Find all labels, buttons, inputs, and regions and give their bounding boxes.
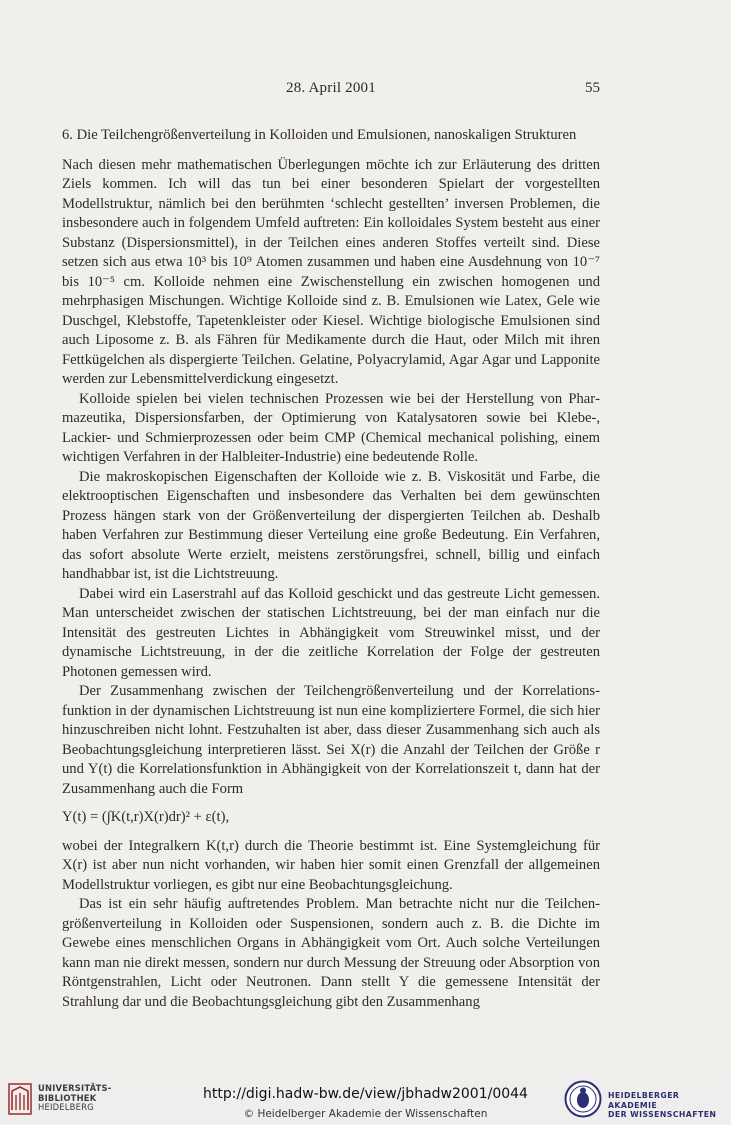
formula: Y(t) = (∫K(t,r)X(r)dr)² + ε(t),: [62, 809, 230, 825]
library-name-line: UNIVERSITÄTS-: [38, 1083, 112, 1093]
library-name-line: BIBLIOTHEK: [38, 1092, 97, 1103]
paragraph: Kolloide spielen bei vielen technischen Prozessen wie bei der Herstellung von Pharmazeutika, Dispersionsfarben, der Optimierung von Katalysatoren sowie bei Klebe-, Lackier- und Schmierprozessen oder beim CMP (Chemical mechanical polishing, einem wichtigen Verfahren in der Halbleiter-Industrie) eine bedeutende Rolle.: [62, 390, 600, 465]
header-date: 28. April 2001: [286, 80, 376, 96]
academy-name: [608, 1091, 731, 1120]
digitization-footer: [0, 1073, 731, 1125]
academy-name-line: DER WISSENSCHAFTEN: [608, 1110, 717, 1120]
academy-name-line: HEIDELBERGER AKADEMIE: [608, 1091, 680, 1110]
paragraph: Der Zusammenhang zwischen der Teilchengrößenverteilung und der Korrelationsfunktion in der dynamischen Lichtstreuung ist nun eine kompliziertere Formel, die sich hier hinzuschreiben nicht lohnt. Festzuhalten ist aber, dass dieser Zusammenhang sich auch als Beobachtungsgleichung interpretieren lässt. Sei X(r) die Anzahl der Teilchen der Größe r und Y(t) die Korrelationsfunktion in Abhängigkeit von der Korrelationszeit t, dann hat der Zusammenhang auch die Form: [62, 683, 600, 797]
permalink-url[interactable]: http://digi.hadw-bw.de/view/jbhadw2001/0044: [203, 1086, 528, 1102]
academy-seal-icon: [564, 1080, 602, 1118]
paragraph: Dabei wird ein Laserstrahl auf das Kolloid geschickt und das gestreute Licht gemessen. Man unterscheidet zwischen der statischen Lichtstreuung, bei der man einfach nur die Intensität des gestreuten Lichtes in Abhängigkeit vom Streuwinkel misst, und der dynamische Lichtstreuung, in der die zeitliche Korrelation der Folge der gestreuten Photonen gemessen wird.: [62, 585, 600, 680]
paragraph: wobei der Integralkern K(t,r) durch die Theorie bestimmt ist. Eine Systemgleichung für X(r) ist aber nun nicht vorhanden, wir haben hier somit einen Grenzfall der allgemeinen Modellstruktur vorliegen, es gibt nur eine Beobachtungsgleichung.: [62, 837, 600, 893]
section-title: 6. Die Teilchengrößenverteilung in Kolloiden und Emulsionen, nanoskaligen Strukturen: [62, 127, 577, 143]
running-header: [62, 80, 600, 100]
paragraph: Die makroskopischen Eigenschaften der Kolloide wie z. B. Viskosität und Farbe, die elektrooptischen Eigenschaften und insbesondere das Verhalten bei dem gewünschten Prozess hängen stark von der Größenverteilung der dispergierten Teilchen ab. Deshalb haben Verfahren zur Bestimmung dieser Verteilung eine große Bedeutung. Ein Verfahren, das sofort absolute Werte erzielt, meistens zerstörungsfrei, schnell, billig und einfach handhabbar ist, ist die Lichtstreuung.: [62, 468, 600, 582]
paragraph: Nach diesen mehr mathematischen Überlegungen möchte ich zur Erläuterung des dritten Ziels kommen. Ich will das tun bei einer besonderen Spielart der vorgestellten Modellstruktur, nämlich bei den berühmten ‘schlecht gestellten’ inversen Problemen, die insbesondere auch in folgendem Umfeld auftreten: Ein kolloidales System besteht aus einer Substanz (Dispersionsmittel), in der Teilchen eines anderen Stoffes verteilt sind. Diese setzen sich aus etwa 10³ bis 10⁹ Atomen zusammen und haben eine Ausdehnung von 10⁻⁷ bis 10⁻⁵ cm. Kolloide nehmen eine Zwischenstellung ein zwischen homogenen und mehrphasigen Mischungen. Wichtige Kolloide sind z. B. Emulsionen wie Latex, Gele wie Duschgel, Klebstoffe, Tapetenkleister oder Kiesel. Wichtige biologische Emulsionen sind auch Liposome z. B. als Fähren für Medikamente durch die Haut, oder Milch mit ihren Fettkügelchen als dispergierte Teilchen. Gelatine, Polyacrylamid, Agar Agar und Lapponite werden zur Lebensmittelverdickung eingesetzt.: [62, 156, 600, 387]
page-body: [62, 126, 600, 1012]
paragraph: Das ist ein sehr häufig auftretendes Problem. Man betrachte nicht nur die Teilchengrößenverteilung in Kolloiden oder Suspensionen, sondern auch z. B. die Dichte im Gewebe eines menschlichen Organs in Abhängigkeit vom Ort. Auch solche Verteilungen kann man nie direkt messen, sondern nur durch Messung der Streuung oder Absorption von Röntgenstrahlen, Licht oder Neutronen. Dann stellt Y die gemessene Intensität der Strahlung dar und die Beobachtungsgleichung gibt den Zusammenhang: [62, 896, 600, 1010]
copyright-notice: © Heidelberger Akademie der Wissenschaften: [243, 1108, 488, 1120]
page-number: 55: [585, 80, 600, 96]
library-name-line: HEIDELBERG: [38, 1102, 94, 1113]
